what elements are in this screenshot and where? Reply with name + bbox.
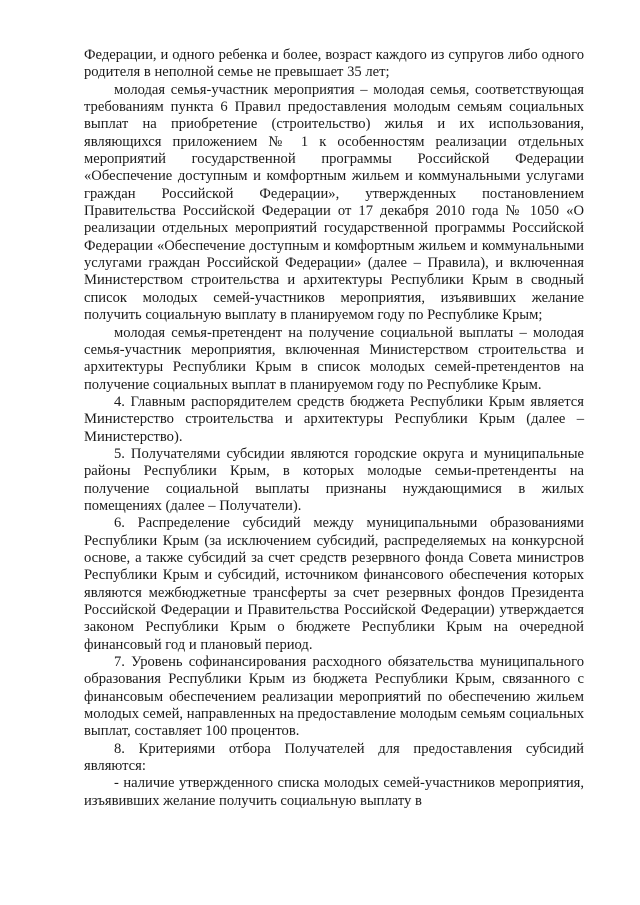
paragraph-young-family-participant: молодая семья-участник мероприятия – молодая семья, соответствующая требованиям пункта 6 Правил предоставления молодым семьям социальных выплат на приобретение (строительство) жилья и их использования, являющихся приложением № 1 к особенностям реализации отдельных мероприятий государственной программы Российской Федерации «Обеспечение доступным и комфортным жильем и коммунальными услугами граждан Российской Федерации», утвержденных постановлением Правительства Российской Федерации от 17 декабря 2010 года № 1050 «О реализации отдельных мероприятий государственной программы Российской Федерации «Обеспечение доступным и комфортным жильем и коммунальными услугами граждан Российской Федерации» (далее – Правила), и включенная Министерством строительства и архитектуры Республики Крым в сводный список молодых семей-участников мероприятия, изъявивших желание получить социальную выплату в планируемом году по Республике Крым;: [84, 81, 584, 324]
paragraph-continuation: Федерации, и одного ребенка и более, возраст каждого из супругов либо одного родителя в неполной семье не превышает 35 лет;: [84, 47, 584, 81]
paragraph-item-5: 5. Получателями субсидии являются городские округа и муниципальные районы Республики Крым, в которых молодые семьи-претенденты на получение социальной выплаты признаны нуждающимися в жилых помещениях (далее – Получатели).: [84, 445, 584, 514]
paragraph-item-4: 4. Главным распорядителем средств бюджета Республики Крым является Министерство строительства и архитектуры Республики Крым (далее – Министерство).: [84, 393, 584, 445]
paragraph-young-family-applicant: молодая семья-претендент на получение социальной выплаты – молодая семья-участник мероприятия, включенная Министерством строительства и архитектуры Республики Крым в список молодых семей-претендентов на получение социальных выплат в планируемом году по Республике Крым.: [84, 324, 584, 393]
paragraph-item-6: 6. Распределение субсидий между муниципальными образованиями Республики Крым (за исключением субсидий, распределяемых на конкурсной основе, а также субсидий за счет средств резервного фонда Совета министров Республики Крым и субсидий, источником финансового обеспечения которых являются межбюджетные трансферты за счет резервных фондов Президента Российской Федерации и Правительства Российской Федерации) утверждается законом Республики Крым о бюджете Республики Крым на очередной финансовый год и плановый период.: [84, 515, 584, 653]
paragraph-item-8: 8. Критериями отбора Получателей для предоставления субсидий являются:: [84, 740, 584, 775]
paragraph-item-7: 7. Уровень софинансирования расходного обязательства муниципального образования Республики Крым из бюджета Республики Крым, связанного с финансовым обеспечением реализации мероприятий по обеспечению жильем молодых семей, направленных на предоставление молодым семьям социальных выплат, составляет 100 процентов.: [84, 654, 584, 740]
paragraph-criteria-list-item: - наличие утвержденного списка молодых семей-участников мероприятия, изъявивших желание получить социальную выплату в: [84, 775, 584, 809]
document-body: [84, 47, 584, 810]
